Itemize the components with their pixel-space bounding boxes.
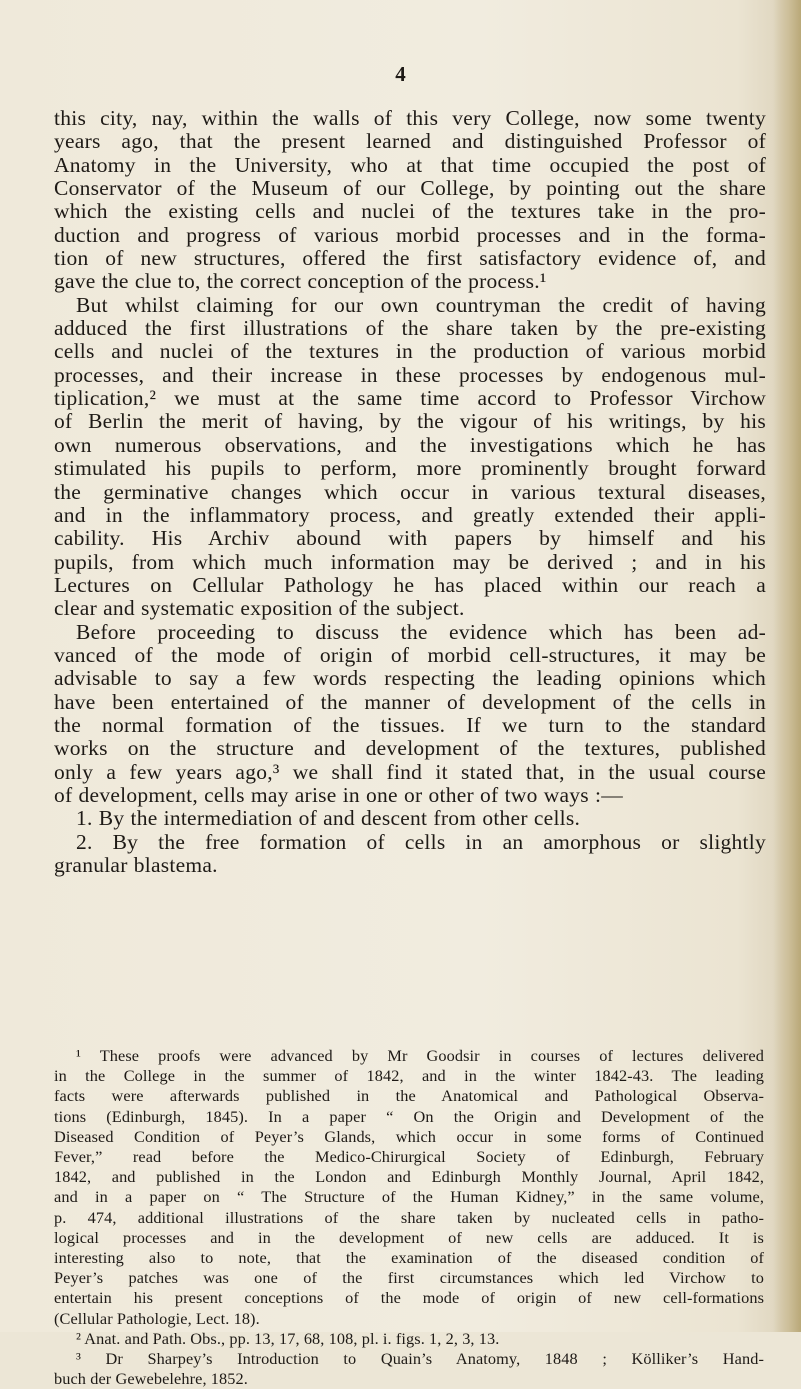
footnote-line: buch der Gewebelehre, 1852. bbox=[54, 1369, 248, 1389]
footnote-line: Peyer’s patches was one of the first circumstances which led Virchow to bbox=[54, 1268, 764, 1288]
footnote-line: ² Anat. and Path. Obs., pp. 13, 17, 68, 108, pl. i. figs. 1, 2, 3, 13. bbox=[76, 1328, 500, 1348]
body-text-line: stimulated his pupils to perform, more prominently brought forward bbox=[54, 456, 766, 481]
footnote-line: entertain his present conceptions of the mode of origin of new cell-formations bbox=[54, 1288, 764, 1308]
body-text-line: 1. By the intermediation of and descent from other cells. bbox=[76, 806, 581, 831]
footnote-line: in the College in the summer of 1842, and in the winter 1842-43. The leading bbox=[54, 1066, 764, 1086]
body-text-line: and in the inflammatory process, and greatly extended their appli- bbox=[54, 502, 766, 527]
body-text-line: the normal formation of the tissues. If we turn to the standard bbox=[54, 712, 766, 737]
body-text-line: have been entertained of the manner of development of the cells in bbox=[54, 689, 766, 714]
body-text-line: of Berlin the merit of having, by the vigour of his writings, by his bbox=[54, 409, 766, 434]
body-text-line: processes, and their increase in these processes by endogenous mul- bbox=[54, 362, 766, 387]
body-text-line: Before proceeding to discuss the evidence which has been ad- bbox=[76, 619, 766, 644]
footnote-line: tions (Edinburgh, 1845). In a paper “ On the Origin and Development of the bbox=[54, 1106, 764, 1126]
body-text-line: years ago, that the present learned and distinguished Professor of bbox=[54, 129, 766, 154]
body-text-line: tiplication,² we must at the same time accord to Professor Virchow bbox=[54, 386, 766, 411]
body-text-line: only a few years ago,³ we shall find it stated that, in the usual course bbox=[54, 759, 766, 784]
body-text-line: vanced of the mode of origin of morbid cell-structures, it may be bbox=[54, 642, 766, 667]
body-text-line: advisable to say a few words respecting the leading opinions which bbox=[54, 666, 766, 691]
body-text-line: which the existing cells and nuclei of the textures take in the pro- bbox=[54, 199, 766, 224]
page-number: 4 bbox=[395, 62, 406, 86]
body-text-line: own numerous observations, and the investigations which he has bbox=[54, 432, 766, 457]
body-text-line: works on the structure and development of the textures, published bbox=[54, 736, 766, 761]
body-text-line: gave the clue to, the correct conception of the process.¹ bbox=[54, 269, 547, 294]
footnote-line: facts were afterwards published in the Anatomical and Pathological Observa- bbox=[54, 1086, 764, 1106]
footnote-line: ¹ These proofs were advanced by Mr Goodsir in courses of lectures delivered bbox=[76, 1046, 764, 1065]
body-text-line: pupils, from which much information may be derived ; and in his bbox=[54, 549, 766, 574]
body-text-line: tion of new structures, offered the first satisfactory evidence of, and bbox=[54, 246, 766, 271]
footnote-line: interesting also to note, that the examination of the diseased condition of bbox=[54, 1248, 764, 1268]
footnote-line: p. 474, additional illustrations of the share taken by nucleated cells in patho- bbox=[54, 1207, 764, 1227]
body-text-line: duction and progress of various morbid processes and in the forma- bbox=[54, 222, 766, 247]
body-text-line: Lectures on Cellular Pathology he has placed within our reach a bbox=[54, 572, 766, 597]
body-text-line: cells and nuclei of the textures in the production of various morbid bbox=[54, 339, 766, 364]
body-text-line: the germinative changes which occur in various textural diseases, bbox=[54, 479, 766, 504]
body-text-line: this city, nay, within the walls of this very College, now some twenty bbox=[54, 106, 766, 130]
footnote-line: and in a paper on “ The Structure of the Human Kidney,” in the same volume, bbox=[54, 1187, 764, 1207]
body-text-line: But whilst claiming for our own countryman the credit of having bbox=[76, 292, 766, 317]
footnote-line: (Cellular Pathologie, Lect. 18). bbox=[54, 1308, 260, 1328]
body-text-line: granular blastema. bbox=[54, 853, 218, 877]
body-text-line: Conservator of the Museum of our College, by pointing out the share bbox=[54, 176, 766, 201]
body-text bbox=[54, 107, 766, 877]
footnote-line: Diseased Condition of Peyer’s Glands, which occur in some forms of Continued bbox=[54, 1126, 764, 1146]
footnote-line: logical processes and in the development of new cells are adduced. It is bbox=[54, 1227, 764, 1247]
body-text-line: 2. By the free formation of cells in an amorphous or slightly bbox=[76, 829, 766, 854]
footnote-line: Fever,” read before the Medico-Chirurgical Society of Edinburgh, February bbox=[54, 1147, 764, 1167]
body-text-line: of development, cells may arise in one or other of two ways :— bbox=[54, 782, 624, 807]
footnotes bbox=[54, 1046, 764, 1389]
body-text-line: clear and systematic exposition of the subject. bbox=[54, 596, 465, 621]
footnote-line: 1842, and published in the London and Edinburgh Monthly Journal, April 1842, bbox=[54, 1167, 764, 1187]
page-edge-shadow bbox=[773, 0, 801, 1332]
body-text-line: adduced the first illustrations of the share taken by the pre-existing bbox=[54, 316, 766, 341]
footnote-line: ³ Dr Sharpey’s Introduction to Quain’s Anatomy, 1848 ; Kölliker’s Hand- bbox=[76, 1349, 764, 1369]
body-text-line: Anatomy in the University, who at that time occupied the post of bbox=[54, 152, 766, 177]
body-text-line: cability. His Archiv abound with papers by himself and his bbox=[54, 526, 766, 551]
